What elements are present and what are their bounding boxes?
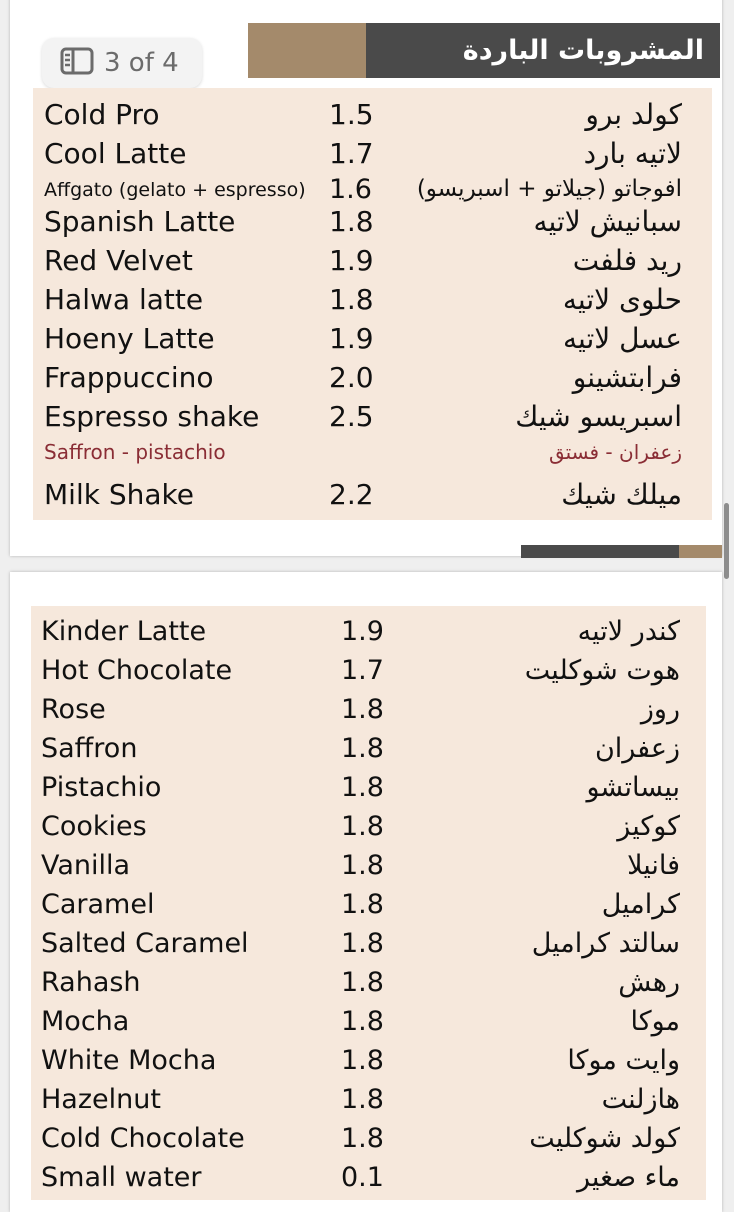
item-name-ar: ميلك شيك <box>561 478 682 511</box>
item-price: 1.8 <box>341 1123 384 1154</box>
item-price: 1.8 <box>341 889 384 920</box>
item-price: 2.5 <box>329 400 374 433</box>
page-indicator-text: 3 of 4 <box>104 48 179 78</box>
item-name-en: Rahash <box>41 967 141 998</box>
scrollbar-thumb[interactable] <box>724 503 729 579</box>
item-name-en: Hazelnut <box>41 1084 161 1115</box>
item-price: 2.0 <box>329 361 374 394</box>
item-name-en: Pistachio <box>41 772 162 803</box>
item-name-ar: ريد فلفت <box>572 244 682 277</box>
cold-drinks-list <box>33 88 712 520</box>
item-name-ar: رهش <box>618 967 680 998</box>
item-name-en: Affgato (gelato + espresso) <box>44 179 306 201</box>
item-price: 1.8 <box>341 1006 384 1037</box>
item-name-ar: فرابتشينو <box>572 361 682 394</box>
item-price: 1.8 <box>341 1084 384 1115</box>
item-name-en: White Mocha <box>41 1045 217 1076</box>
item-name-ar: كولد شوكليت <box>529 1123 680 1154</box>
item-name-en: Caramel <box>41 889 155 920</box>
item-note-en: Saffron - pistachio <box>44 440 226 464</box>
item-price: 1.8 <box>341 694 384 725</box>
item-price: 1.9 <box>329 322 374 355</box>
item-price: 1.8 <box>341 928 384 959</box>
item-name-ar: موكا <box>630 1006 680 1037</box>
divider-bar-dark <box>521 545 679 558</box>
item-name-ar: زعفران <box>594 733 680 764</box>
item-price: 1.6 <box>329 174 372 205</box>
item-name-ar: هازلنت <box>601 1084 680 1115</box>
item-price: 1.8 <box>341 967 384 998</box>
item-name-ar: كولد برو <box>585 98 682 131</box>
item-price: 2.2 <box>329 478 374 511</box>
item-price: 0.1 <box>341 1162 384 1193</box>
item-name-en: Saffron <box>41 733 138 764</box>
item-name-en: Salted Caramel <box>41 928 249 959</box>
item-name-en: Rose <box>41 694 106 725</box>
item-name-en: Vanilla <box>41 850 131 881</box>
item-name-en: Mocha <box>41 1006 130 1037</box>
item-name-en: Halwa latte <box>44 283 204 316</box>
item-price: 1.8 <box>329 205 374 238</box>
hot-drinks-list <box>31 606 706 1200</box>
item-name-ar: بيساتشو <box>586 772 680 803</box>
item-name-ar: هوت شوكليت <box>524 655 680 686</box>
item-name-ar: افوجاتو (جيلاتو + اسبريسو) <box>416 176 682 202</box>
item-name-ar: كوكيز <box>617 811 680 842</box>
item-name-en: Milk Shake <box>44 478 194 511</box>
item-name-en: Red Velvet <box>44 244 193 277</box>
item-name-en: Cold Pro <box>44 98 160 131</box>
item-name-ar: عسل لاتيه <box>562 322 682 355</box>
item-name-ar: فانيلا <box>627 850 680 881</box>
item-name-ar: لاتيه بارد <box>583 137 682 170</box>
page-indicator[interactable] <box>42 38 202 88</box>
item-price: 1.8 <box>341 772 384 803</box>
item-name-ar: حلوى لاتيه <box>562 283 682 316</box>
section-title: المشروبات الباردة <box>462 35 704 66</box>
item-name-en: Frappuccino <box>44 361 214 394</box>
item-name-ar: كندر لاتيه <box>577 616 680 647</box>
item-price: 1.8 <box>341 850 384 881</box>
item-name-ar: روز <box>640 694 680 725</box>
item-price: 1.8 <box>341 733 384 764</box>
item-name-ar: سبانيش لاتيه <box>533 205 682 238</box>
item-name-en: Hoeny Latte <box>44 322 215 355</box>
item-name-en: Kinder Latte <box>41 616 207 647</box>
item-name-en: Cool Latte <box>44 137 187 170</box>
item-name-en: Cookies <box>41 811 147 842</box>
item-price: 1.7 <box>329 137 374 170</box>
item-price: 1.9 <box>341 616 384 647</box>
item-name-ar: كراميل <box>601 889 680 920</box>
item-name-en: Hot Chocolate <box>41 655 233 686</box>
item-price: 1.8 <box>341 811 384 842</box>
item-price: 1.8 <box>341 1045 384 1076</box>
item-price: 1.5 <box>329 98 374 131</box>
item-name-ar: سالتد كراميل <box>531 928 680 959</box>
item-name-ar: اسبريسو شيك <box>515 400 682 433</box>
item-note-ar: زعفران - فستق <box>548 440 682 464</box>
item-name-en: Espresso shake <box>44 400 260 433</box>
page-view-icon <box>60 47 94 79</box>
item-name-ar: ماء صغير <box>577 1162 680 1193</box>
item-name-en: Cold Chocolate <box>41 1123 245 1154</box>
item-name-en: Small water <box>41 1162 202 1193</box>
item-price: 1.8 <box>329 283 374 316</box>
item-name-en: Spanish Latte <box>44 205 236 238</box>
item-price: 1.9 <box>329 244 374 277</box>
item-name-ar: وايت موكا <box>567 1045 680 1076</box>
item-price: 1.7 <box>341 655 384 686</box>
